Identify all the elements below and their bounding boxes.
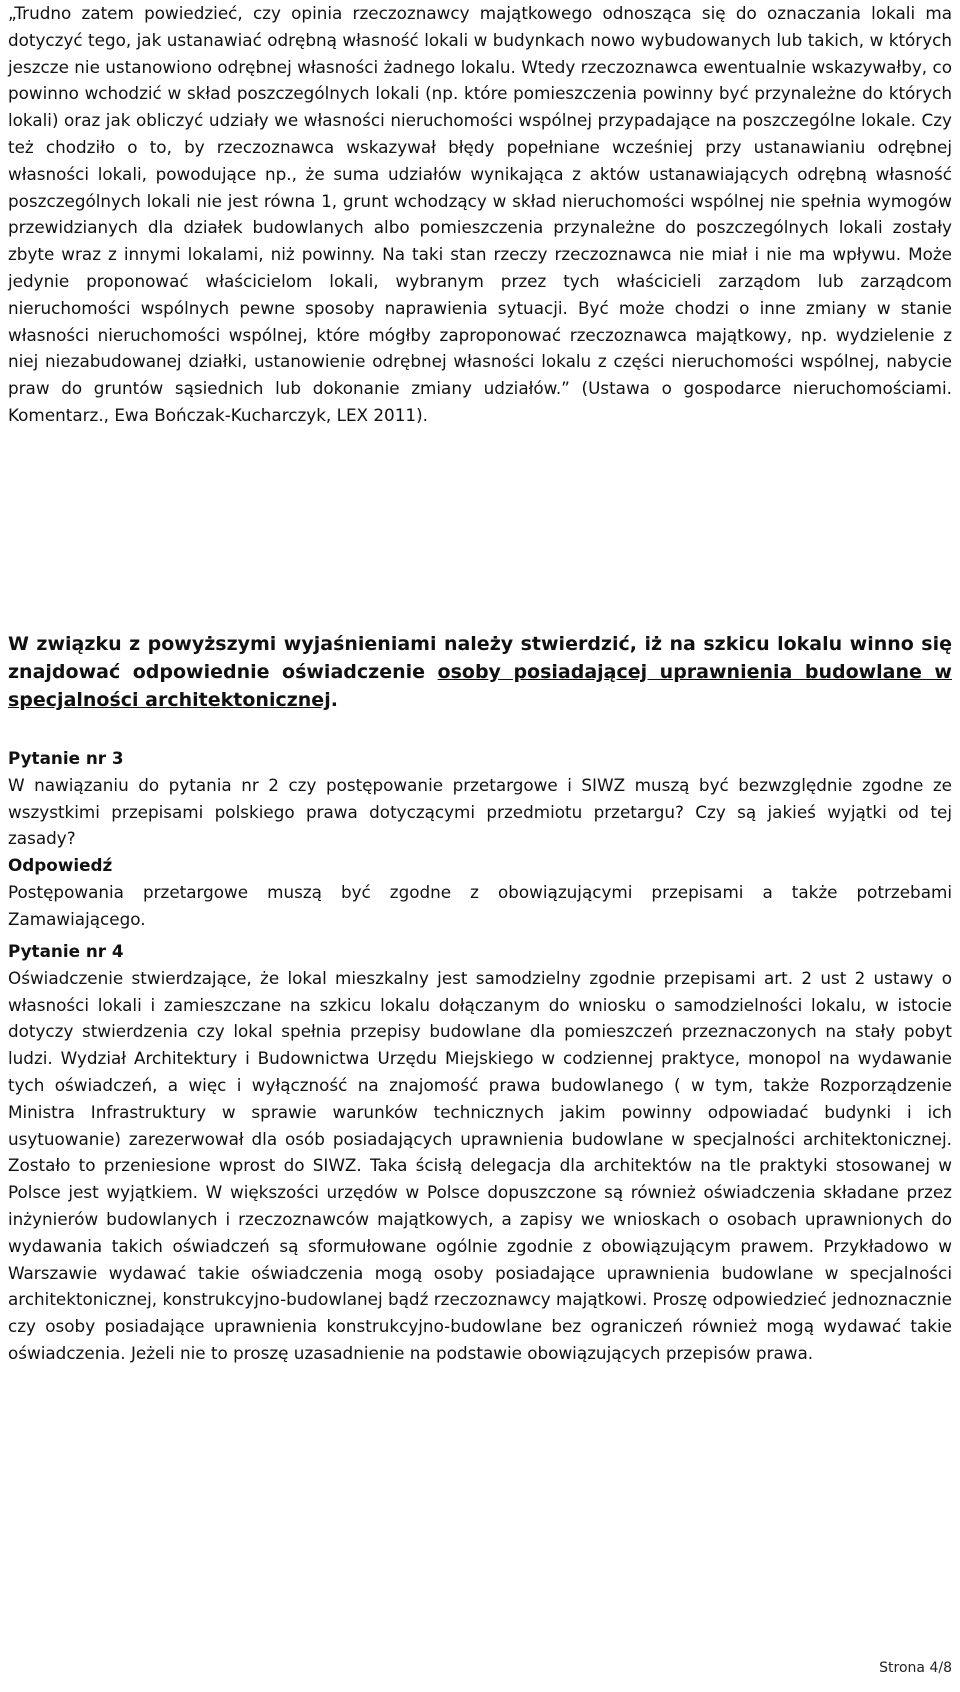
question-3-heading: Pytanie nr 3 <box>8 748 124 768</box>
answer-text: Postępowania przetargowe muszą być zgodne z obowiązującymi przepisami a także potrzebami Zamawiającego. <box>8 881 952 929</box>
page-number: Strona 4/8 <box>879 1660 952 1676</box>
question-4-text: Oświadczenie stwierdzające, że lokal mieszkalny jest samodzielny zgodnie przepisami art. 2 ust 2 ustawy o własności lokali i zamieszczane na szkicu lokalu dołączanym do wniosku o samodzielności lokalu, w istocie dotyczy stwierdzenia czy lokal spełnia przepisy budowlane dla pomieszczeń przeznaczonych na stały pobyt ludzi. Wydział Architektury i Budownictwa Urzędu Miejskiego w codziennej praktyce, monopol na wydawanie tych oświadczeń, a więc i wyłączność na znajomość prawa budowlanego ( w tym, także Rozporządzenie Ministra Infrastruktury w sprawie warunków technicznych jakim powinny odpowiadać budynki i ich usytuowanie) zarezerwował dla osób posiadających uprawnienia budowlane w specjalności architektonicznej. Zostało to przeniesione wprost do SIWZ. Taka ścisłą delegacja dla architektów na tle praktyki stosowanej w Polsce jest wyjątkiem. W większości urzędów w Polsce dopuszczone są również oświadczenia składane przez inżynierów budowlanych i rzeczoznawców majątkowych, a zapisy we wnioskach o osobach uprawnionych do wydawania takich oświadczeń są sformułowane ogólnie zgodnie z obowiązującym prawem. Przykładowo w Warszawie wydawać takie oświadczenia mogą osoby posiadające uprawnienia budowlane w specjalności architektonicznej, konstrukcyjno-budowlanej bądź rzeczoznawcy majątkowi. Proszę odpowiedzieć jednoznacznie czy osoby posiadające uprawnienia konstrukcyjno-budowlane bez ograniczeń również mogą wydawać takie oświadczenia. Jeżeli nie to proszę uzasadnienie na podstawie obowiązujących przepisów prawa. <box>8 967 952 1363</box>
question-3-text: W nawiązaniu do pytania nr 2 czy postępowanie przetargowe i SIWZ muszą być bezwzględnie zgodne ze wszystkimi przepisami polskiego prawa dotyczącymi przedmiotu przetargu? Czy są jakieś wyjątki od tej zasady? <box>8 774 952 849</box>
conclusion-text: W związku z powyższymi wyjaśnieniami należy stwierdzić, iż na szkicu lokalu winno się znajdować odpowiednie oświadczenie <box>8 633 952 683</box>
conclusion-underlined-text: osoby posiadającej uprawnienia budowlane w specjalności architektonicznej <box>8 661 952 711</box>
question-3-section <box>8 745 952 933</box>
question-4-section <box>8 938 952 1367</box>
question-4-heading: Pytanie nr 4 <box>8 941 124 961</box>
answer-heading: Odpowiedź <box>8 855 113 876</box>
conclusion-end: . <box>330 689 338 711</box>
conclusion-paragraph <box>8 630 952 714</box>
quoted-commentary-paragraph: „Trudno zatem powiedzieć, czy opinia rzeczoznawcy majątkowego odnosząca się do oznaczania lokali ma dotyczyć tego, jak ustanawiać odrębną własność lokali w budynkach nowo wybudowanych lub takich, w których jeszcze nie ustanowiono odrębnej własności żadnego lokalu. Wtedy rzeczoznawca ewentualnie wskazywałby, co powinno wchodzić w skład poszczególnych lokali (np. które pomieszczenia powinny być przynależne do których lokali) oraz jak obliczyć udziały we własności nieruchomości wspólnej przypadające na poszczególne lokale. Czy też chodziło o to, by rzeczoznawca wskazywał błędy popełniane wcześniej przy ustanawianiu odrębnej własności lokali, powodujące np., że suma udziałów wynikająca z aktów ustanawiających odrębną własność poszczególnych lokali nie jest równa 1, grunt wchodzący w skład nieruchomości wspólnej nie spełnia wymogów przewidzianych dla działek budowlanych albo pomieszczenia przynależne do poszczególnych lokali zostały zbyte wraz z innymi lokalami, niż powinny. Na taki stan rzeczy rzeczoznawca nie miał i nie ma wpływu. Może jedynie proponować właścicielom lokali, wybranym przez tych właścicieli zarządom lub zarządcom nieruchomości wspólnych pewne sposoby naprawienia sytuacji. Być może chodzi o inne zmiany w stanie własności nieruchomości wspólnej, które mógłby zaproponować rzeczoznawca majątkowy, np. wydzielenie z niej niezabudowanej działki, ustanowienie odrębnej własności lokalu z części nieruchomości wspólnej, nabycie praw do gruntów sąsiednich lub dokonanie zmiany udziałów.” (Ustawa o gospodarce nieruchomościami. Komentarz., Ewa Bończak-Kucharczyk, LEX 2011). <box>8 3 952 425</box>
